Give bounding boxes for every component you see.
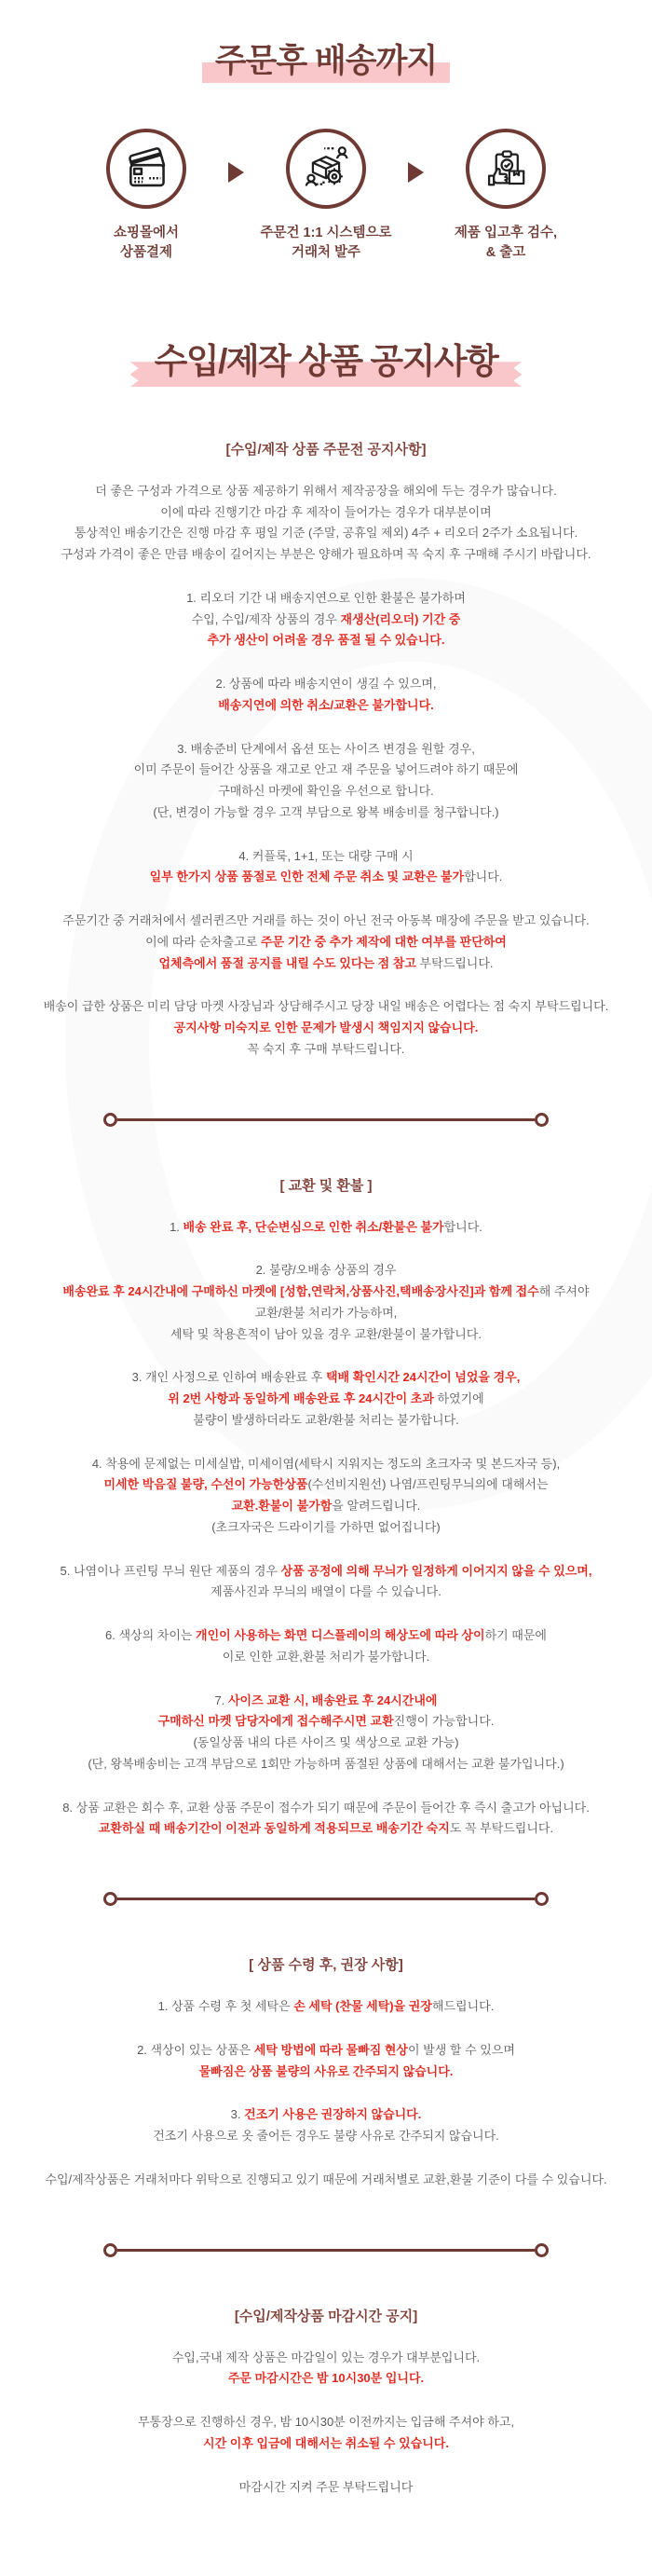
emphasis-text: 배송 완료 후, 단순변심으로 인한 취소/환불은 불가 (183, 1219, 444, 1234)
page-title-label: 주문후 배송까지 (214, 43, 438, 79)
divider-dot-icon (103, 1113, 117, 1127)
body-text: 구성과 가격이 좋은 만큼 배송이 길어지는 부분은 양해가 필요하며 꼭 숙지 후 구매해 주시기 바랍니다. (61, 547, 591, 562)
body-text: 더 좋은 구성과 가격으로 상품 제공하기 위해서 제작공장을 해외에 두는 경우가 많습니다. (95, 483, 557, 498)
body-text: 4. 커플룩, 1+1, 또는 대량 구매 시 (238, 848, 414, 863)
notice-title-text: 수입/제작 상품 공지사항 (154, 342, 498, 381)
body-text: 수입/제작상품은 거래처마다 위탁으로 진행되고 있기 때문에 거래처별로 교환,환불 기준이 다를 수 있습니다. (45, 2172, 607, 2186)
emphasis-text: 손 세탁 (찬물 세탁)을 권장 (293, 1999, 432, 2014)
section-heading: [수입/제작 상품 주문전 공지사항] (225, 441, 427, 458)
body-text: 도 꼭 부탁드립니다. (449, 1821, 554, 1836)
divider-dot-icon (535, 1892, 549, 1906)
notice-section (0, 439, 652, 1061)
emphasis-text: 배송완료 후 24시간내에 구매하신 마켓에 [성함,연락처,상품사진,택배송장사진]과 함께 접수 (62, 1284, 539, 1299)
divider-dot-icon (103, 2243, 117, 2257)
notice-paragraph (28, 1454, 624, 1539)
notice-paragraph (28, 481, 624, 566)
body-text: 1. (170, 1219, 183, 1234)
notice-sections (0, 439, 652, 2576)
page-title-text (202, 43, 450, 80)
notice-paragraph (28, 588, 624, 651)
step-payment-label (64, 224, 228, 263)
emphasis-text: 구매하신 마켓 담당자에게 접수해주시면 교환 (157, 1714, 394, 1729)
body-text: 5. 나염이나 프린팅 무늬 원단 제품의 경우 (60, 1563, 281, 1578)
notice-paragraph (28, 1561, 624, 1604)
section-divider (103, 2243, 549, 2257)
body-text: 3. 배송준비 단계에서 옵션 또는 사이즈 변경을 원할 경우, (177, 741, 475, 756)
step-label-line: 거래처 발주 (291, 245, 361, 261)
body-text: 구매하신 마켓에 확인을 우선으로 합니다. (218, 784, 434, 799)
body-text: 통상적인 배송기간은 진행 마감 후 평일 기준 (주말, 공휴일 제외) 4주 + 리오더 2주가 소요됩니다. (74, 526, 578, 541)
emphasis-text: 업체측에서 품절 공지를 내릴 수도 있다는 점 참고 (158, 955, 416, 970)
body-text: 2. 색상이 있는 상품은 (137, 2042, 254, 2057)
divider-dot-icon (535, 2243, 549, 2257)
emphasis-text: 추가 생산이 어려울 경우 품절 될 수 있습니다. (207, 633, 445, 648)
step-label-line: & 출고 (485, 245, 526, 261)
emphasis-text: 배송지연에 의한 취소/교환은 불가합니다. (218, 697, 434, 712)
page-title (0, 0, 652, 80)
body-text: 건조기 사용으로 옷 줄어든 경우도 불량 사유로 간주되지 않습니다. (153, 2129, 499, 2144)
notice-paragraph (28, 911, 624, 974)
notice-paragraph (28, 996, 624, 1060)
emphasis-text: 교환하실 때 배송기간이 이전과 동일하게 적용되므로 배송기간 숙지 (98, 1821, 450, 1836)
notice-paragraph (28, 2477, 624, 2499)
body-text: 세탁 및 착용흔적이 남아 있을 경우 교환/환불이 불가합니다. (170, 1326, 482, 1341)
body-text: 1. 상품 수령 후 첫 세탁은 (157, 1999, 294, 2014)
emphasis-text: 시간 이후 입금에 대해서는 취소될 수 있습니다. (203, 2435, 449, 2450)
emphasis-text: 주문 기간 중 추가 제작에 대한 여부를 판단하여 (260, 934, 507, 949)
notice-paragraph (28, 674, 624, 717)
body-text: 해 주셔야 (538, 1284, 590, 1299)
notice-title-wrap (155, 343, 498, 381)
step-label-line: 쇼핑몰에서 (113, 226, 180, 241)
notice-paragraph (28, 2104, 624, 2147)
notice-paragraph (28, 1367, 624, 1431)
body-text: 주문기간 중 거래처에서 셀러퀸즈만 거래를 하는 것이 아닌 전국 아동복 매장에 주문을 받고 있습니다. (62, 913, 590, 928)
emphasis-text: 물빠짐은 상품 불량의 사유로 간주되지 않습니다. (198, 2063, 454, 2078)
body-text: 하였기에 (433, 1391, 484, 1406)
body-text: 제품사진과 무늬의 배열이 다를 수 있습니다. (211, 1584, 441, 1599)
body-text: 꼭 숙지 후 구매 부탁드립니다. (247, 1041, 405, 1056)
body-text: 불량이 발생하더라도 교환/환불 처리는 불가합니다. (193, 1412, 459, 1427)
notice-paragraph (28, 1691, 624, 1775)
body-text: 부탁드립니다. (415, 955, 494, 970)
step-order-system (244, 129, 408, 263)
body-text: 3. 개인 사정으로 인하여 배송완료 후 (131, 1370, 326, 1385)
body-text: (단, 왕복배송비는 고객 부담으로 1회만 가능하며 품절된 상품에 대해서는 교환 불가입니다.) (88, 1756, 564, 1771)
inspection-shipping-icon (466, 129, 546, 209)
emphasis-text: 개인이 사용하는 화면 디스플레이의 해상도에 따라 상이 (196, 1628, 485, 1643)
body-text: 2. 상품에 따라 배송지연이 생길 수 있으며, (215, 677, 437, 692)
step-payment (64, 129, 228, 263)
emphasis-text: 공지사항 미숙지로 인한 문제가 발생시 책임지지 않습니다. (173, 1021, 479, 1035)
body-text: 해드립니다. (431, 1999, 495, 2014)
step-label-line: 상품결제 (119, 245, 173, 261)
divider-line (117, 1898, 535, 1900)
body-text: 이로 인한 교환,환불 처리가 불가합니다. (222, 1649, 430, 1664)
emphasis-text: 상품 공정에 의해 무늬가 일정하게 이어지지 않을 수 있으며, (280, 1563, 592, 1578)
body-text: 8. 상품 교환은 회수 후, 교환 상품 주문이 접수가 되기 때문에 주문이 들어간 후 즉시 출고가 아닙니다. (62, 1800, 590, 1815)
emphasis-text: 건조기 사용은 권장하지 않습니다. (244, 2107, 422, 2122)
body-text: 교환/환불 처리가 가능하며, (254, 1305, 398, 1320)
body-text: 1. 리오더 기간 내 배송지연으로 인한 환불은 불가하며 (186, 590, 466, 605)
body-text: 합니다. (464, 870, 503, 884)
section-heading: [ 교환 및 환불 ] (279, 1177, 373, 1194)
order-process-steps (0, 129, 652, 263)
emphasis-text: 미세한 박음질 불량, 수선이 가능한상품 (103, 1477, 308, 1492)
step-label-line: 제품 입고후 검수, (454, 226, 558, 241)
notice-section (0, 1175, 652, 1841)
body-text: (초크자국은 드라이기를 가하면 없어집니다) (211, 1519, 441, 1534)
step-inspection-label (424, 224, 588, 263)
body-text: 합니다. (443, 1219, 482, 1234)
body-text: 무통장으로 진행하신 경우, 밤 10시30분 이전까지는 입금해 주셔야 하고, (137, 2415, 515, 2430)
arrow-right-icon (408, 162, 424, 183)
emphasis-text: 일부 한가지 상품 품절로 인한 전체 주문 취소 및 교환은 불가 (149, 870, 465, 884)
notice-paragraph (28, 739, 624, 824)
emphasis-text: 주문 마감시간은 밤 10시30분 입니다. (227, 2371, 425, 2386)
notice-paragraph (28, 2040, 624, 2083)
body-text: (단, 변경이 가능할 경우 고객 부담으로 왕복 배송비를 청구합니다.) (153, 804, 499, 819)
notice-title (0, 343, 652, 381)
arrow-right-icon (228, 162, 244, 183)
body-text: 이미 주문이 들어간 상품을 재고로 안고 재 주문을 넣어드려야 하기 때문에 (133, 762, 519, 777)
body-text: 3. (230, 2107, 245, 2122)
section-heading: [ 상품 수령 후, 권장 사항] (249, 1957, 403, 1974)
emphasis-text: 교환.환불이 불가함 (231, 1499, 333, 1514)
section-divider (103, 1892, 549, 1906)
emphasis-text: 세탁 방법에 따라 물빠짐 현상 (253, 2042, 408, 2057)
step-order-system-label (244, 224, 408, 263)
body-text: (수선비지원선) 나염/프린팅무늬의에 대해서는 (307, 1477, 549, 1492)
body-text: 하기 때문에 (484, 1628, 547, 1643)
body-text: 배송이 급한 상품은 미리 담당 마켓 사장님과 상담해주시고 당장 내일 배송은 어렵다는 점 숙지 부탁드립니다. (43, 999, 609, 1014)
notice-paragraph (28, 1217, 624, 1239)
notice-paragraph (28, 2348, 624, 2391)
notice-paragraph (28, 2170, 624, 2191)
step-label-line: 주문건 1:1 시스템으로 (260, 226, 392, 241)
body-text: 수입, 수입/제작 상품의 경우 (191, 611, 341, 626)
credit-cards-icon (106, 129, 186, 209)
body-text: 이에 따라 순차출고로 (145, 934, 261, 949)
divider-line (117, 1118, 535, 1121)
notice-paragraph (28, 2412, 624, 2455)
emphasis-text: 위 2번 사항과 동일하게 배송완료 후 24시간이 초과 (168, 1391, 434, 1406)
notice-paragraph (28, 1625, 624, 1668)
body-text: 을 알려드립니다. (332, 1499, 421, 1514)
body-text: 2. 불량/오배송 상품의 경우 (255, 1263, 397, 1278)
body-text: 수입,국내 제작 상품은 마감일이 있는 경우가 대부분입니다. (171, 2350, 481, 2364)
step-inspection (424, 129, 588, 263)
notice-section (0, 2306, 652, 2499)
emphasis-text: 택배 확인시간 24시간이 넘었을 경우, (325, 1370, 521, 1385)
body-text: 4. 착용에 문제없는 미세실밥, 미세이염(세탁시 지워지는 정도의 초크자국 및 본드자국 등), (91, 1456, 561, 1471)
body-text: 진행이 가능합니다. (393, 1714, 495, 1729)
notice-paragraph (28, 1798, 624, 1841)
divider-dot-icon (535, 1113, 549, 1127)
emphasis-text: 사이즈 교환 시, 배송완료 후 24시간내에 (227, 1692, 438, 1707)
notice-section (0, 1954, 652, 2191)
section-heading: [수입/제작상품 마감시간 공지] (234, 2308, 418, 2324)
body-text: 마감시간 지켜 주문 부탁드립니다 (238, 2479, 414, 2494)
notice-paragraph (28, 1260, 624, 1345)
order-system-icon (286, 129, 366, 209)
emphasis-text: 재생산(리오더) 기간 중 (340, 611, 461, 626)
notice-paragraph (28, 1996, 624, 2018)
body-text: (동일상품 내의 다른 사이즈 및 색상으로 교환 가능) (193, 1735, 459, 1750)
divider-line (117, 2249, 535, 2252)
divider-dot-icon (103, 1892, 117, 1906)
body-text: 이에 따라 진행기간 마감 후 제작이 들어가는 경우가 대부분이며 (160, 504, 492, 519)
section-divider (103, 1113, 549, 1127)
body-text: 6. 색상의 차이는 (105, 1628, 197, 1643)
body-text: 이 발생 할 수 있으며 (408, 2042, 515, 2057)
notice-paragraph (28, 846, 624, 889)
body-text: 7. (214, 1692, 228, 1707)
